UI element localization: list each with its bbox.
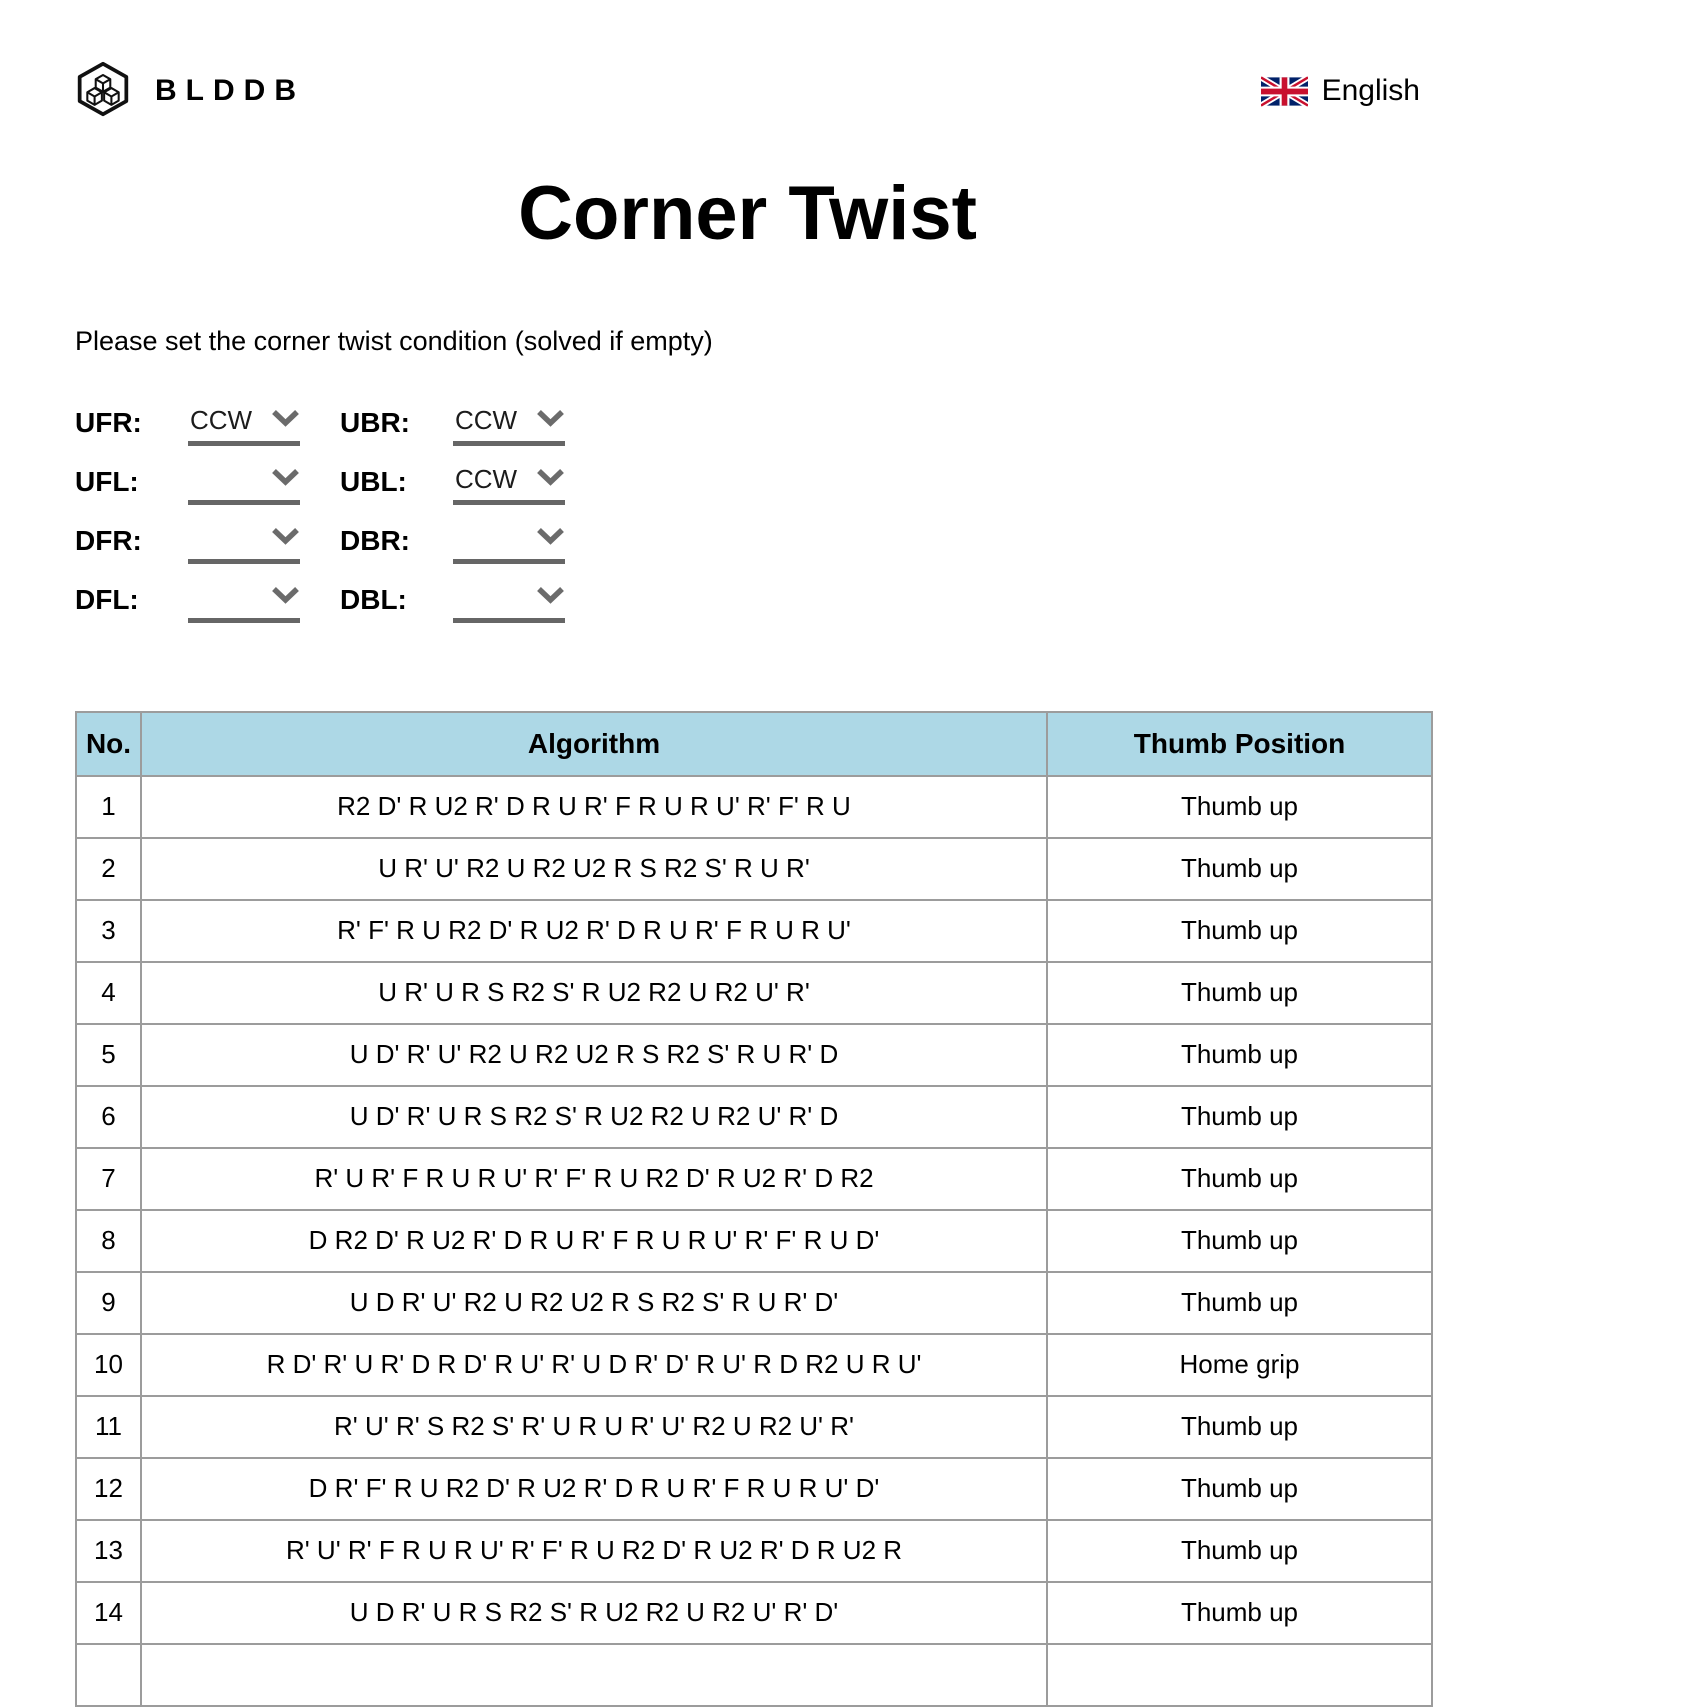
selector-item xyxy=(340,578,565,623)
row-algorithm: U D' R' U R S R2 S' R U2 R2 U R2 U' R' D xyxy=(141,1086,1047,1148)
uk-flag-icon xyxy=(1261,76,1308,107)
row-thumb-position: Thumb up xyxy=(1047,1148,1432,1210)
row-number: 12 xyxy=(76,1458,141,1520)
row-number: 6 xyxy=(76,1086,141,1148)
row-number: 5 xyxy=(76,1024,141,1086)
row-algorithm: U D R' U R S R2 S' R U2 R2 U R2 U' R' D' xyxy=(141,1582,1047,1644)
selector-label: DBR: xyxy=(340,524,410,556)
row-algorithm: R' U R' F R U R U' R' F' R U R2 D' R U2 R' D R2 xyxy=(141,1148,1047,1210)
table-row xyxy=(76,1396,1432,1458)
table-row xyxy=(76,1210,1432,1272)
table-header-no: No. xyxy=(76,712,141,776)
table-row xyxy=(76,900,1432,962)
corner-select-ubl[interactable] xyxy=(453,463,565,500)
row-thumb-position: Home grip xyxy=(1047,1334,1432,1396)
table-row xyxy=(76,1458,1432,1520)
row-number: 10 xyxy=(76,1334,141,1396)
table-row xyxy=(76,1024,1432,1086)
selector-label: DBL: xyxy=(340,583,407,615)
selector-label: DFR: xyxy=(75,524,142,556)
table-row xyxy=(76,962,1432,1024)
row-algorithm: R' F' R U R2 D' R U2 R' D R U R' F R U R U' xyxy=(141,900,1047,962)
row-number: 1 xyxy=(76,776,141,838)
corner-select-ufl[interactable] xyxy=(188,463,300,500)
row-thumb-position: Thumb up xyxy=(1047,838,1432,900)
selector-item xyxy=(75,519,300,564)
brand xyxy=(75,59,305,124)
row-thumb-position: Thumb up xyxy=(1047,1210,1432,1272)
page-title: Corner Twist xyxy=(518,171,977,256)
row-thumb-position: Thumb up xyxy=(1047,1024,1432,1086)
corner-select-dfr[interactable] xyxy=(188,522,300,559)
row-algorithm: D R' F' R U R2 D' R U2 R' D R U R' F R U R U' D' xyxy=(141,1458,1047,1520)
selector-field xyxy=(188,522,300,564)
selector-label: DFL: xyxy=(75,583,139,615)
top-bar xyxy=(75,60,1420,122)
row-thumb-position xyxy=(1047,1644,1432,1706)
table-header-algorithm: Algorithm xyxy=(141,712,1047,776)
selector-field xyxy=(453,581,565,623)
corner-select-ufr[interactable] xyxy=(188,404,300,441)
table-row xyxy=(76,1520,1432,1582)
table-header-thumb-position: Thumb Position xyxy=(1047,712,1432,776)
row-thumb-position: Thumb up xyxy=(1047,1396,1432,1458)
row-algorithm: U D' R' U' R2 U R2 U2 R S R2 S' R U R' D xyxy=(141,1024,1047,1086)
row-algorithm xyxy=(141,1644,1047,1706)
row-number: 9 xyxy=(76,1272,141,1334)
language-label: English xyxy=(1321,74,1420,107)
table-row xyxy=(76,1148,1432,1210)
row-algorithm: D R2 D' R U2 R' D R U R' F R U R U' R' F' R U D' xyxy=(141,1210,1047,1272)
table-row xyxy=(76,1582,1432,1644)
selector-item xyxy=(340,401,565,446)
row-thumb-position: Thumb up xyxy=(1047,962,1432,1024)
instruction-text: Please set the corner twist condition (solved if empty) xyxy=(75,325,713,356)
row-algorithm: U R' U' R2 U R2 U2 R S R2 S' R U R' xyxy=(141,838,1047,900)
row-thumb-position: Thumb up xyxy=(1047,1582,1432,1644)
table-row xyxy=(76,1334,1432,1396)
selector-item xyxy=(340,460,565,505)
selector-field xyxy=(453,522,565,564)
selector-item xyxy=(340,519,565,564)
selector-field xyxy=(453,463,565,505)
algorithms-table xyxy=(75,711,1433,1707)
table-row xyxy=(76,838,1432,900)
row-algorithm: R2 D' R U2 R' D R U R' F R U R U' R' F' R U xyxy=(141,776,1047,838)
selector-field xyxy=(188,463,300,505)
row-number: 8 xyxy=(76,1210,141,1272)
selector-field xyxy=(188,581,300,623)
row-number: 4 xyxy=(76,962,141,1024)
corner-selectors xyxy=(75,401,1420,623)
corner-select-dbr[interactable] xyxy=(453,522,565,559)
corner-select-dfl[interactable] xyxy=(188,581,300,618)
language-selector[interactable] xyxy=(1261,74,1420,108)
selector-field xyxy=(453,404,565,446)
selector-item xyxy=(75,578,300,623)
row-number: 3 xyxy=(76,900,141,962)
row-algorithm: R D' R' U R' D R D' R U' R' U D R' D' R U' R D R2 U R U' xyxy=(141,1334,1047,1396)
row-thumb-position: Thumb up xyxy=(1047,1086,1432,1148)
blddb-logo-icon xyxy=(75,59,131,124)
selector-field xyxy=(188,404,300,446)
selector-item xyxy=(75,460,300,505)
row-thumb-position: Thumb up xyxy=(1047,900,1432,962)
row-number: 7 xyxy=(76,1148,141,1210)
row-number xyxy=(76,1644,141,1706)
corner-select-dbl[interactable] xyxy=(453,581,565,618)
row-thumb-position: Thumb up xyxy=(1047,1272,1432,1334)
row-thumb-position: Thumb up xyxy=(1047,1458,1432,1520)
row-algorithm: U R' U R S R2 S' R U2 R2 U R2 U' R' xyxy=(141,962,1047,1024)
selector-label: UFL: xyxy=(75,465,139,497)
selector-label: UBL: xyxy=(340,465,407,497)
brand-text: BLDDB xyxy=(155,74,305,107)
table-row xyxy=(76,1086,1432,1148)
row-number: 13 xyxy=(76,1520,141,1582)
selector-label: UFR: xyxy=(75,406,142,438)
selector-label: UBR: xyxy=(340,406,410,438)
corner-select-ubr[interactable] xyxy=(453,404,565,441)
row-thumb-position: Thumb up xyxy=(1047,776,1432,838)
table-row xyxy=(76,1644,1432,1706)
row-algorithm: R' U' R' S R2 S' R' U R U R' U' R2 U R2 U' R' xyxy=(141,1396,1047,1458)
row-thumb-position: Thumb up xyxy=(1047,1520,1432,1582)
row-algorithm: R' U' R' F R U R U' R' F' R U R2 D' R U2 R' D R U2 R xyxy=(141,1520,1047,1582)
row-number: 14 xyxy=(76,1582,141,1644)
selector-item xyxy=(75,401,300,446)
table-row xyxy=(76,1272,1432,1334)
row-algorithm: U D R' U' R2 U R2 U2 R S R2 S' R U R' D' xyxy=(141,1272,1047,1334)
table-row xyxy=(76,776,1432,838)
row-number: 11 xyxy=(76,1396,141,1458)
row-number: 2 xyxy=(76,838,141,900)
table-header-row xyxy=(76,712,1432,776)
